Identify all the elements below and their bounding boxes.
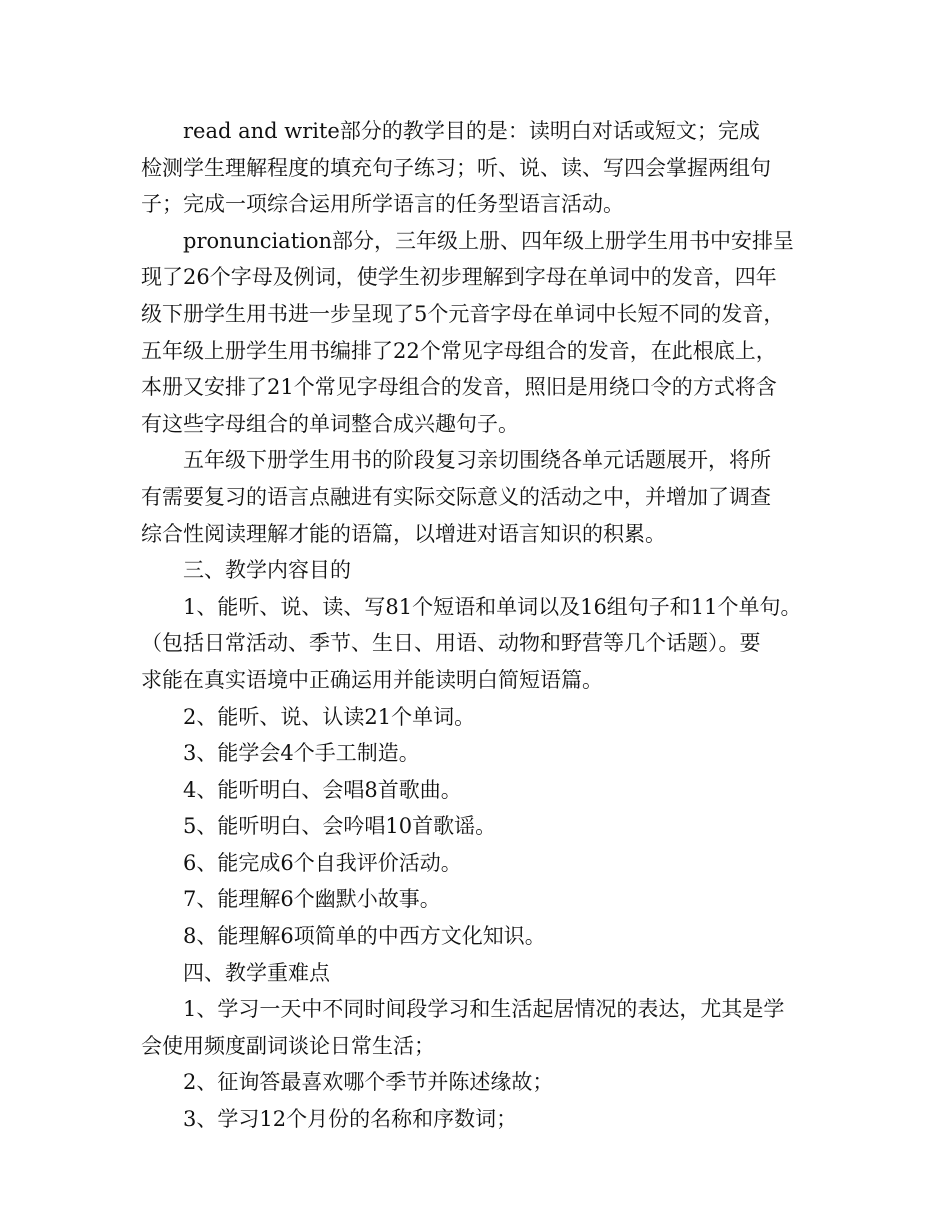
- text-line: 五年级上册学生用书编排了22个常见字母组合的发音，在此根底上，: [141, 338, 777, 363]
- text-line: 会使用频度副词谈论日常生活；: [141, 1033, 435, 1058]
- text-line: 有需要复习的语言点融进有实际交际意义的活动之中，并增加了调查: [141, 484, 771, 509]
- list-item: 2、征询答最喜欢哪个季节并陈述缘故；: [183, 1070, 554, 1095]
- text-line: 检测学生理解程度的填充句子练习；听、说、读、写四会掌握两组句: [141, 155, 771, 180]
- section-heading: 三、教学内容目的: [183, 558, 351, 583]
- text-line: read and write部分的教学目的是：读明白对话或短文；完成: [183, 119, 760, 143]
- text-line: pronunciation部分，三年级上册、四年级上册学生用书中安排呈: [183, 228, 795, 253]
- list-item: 1、学习一天中不同时间段学习和生活起居情况的表达，尤其是学: [183, 997, 785, 1022]
- text-line: 本册又安排了21个常见字母组合的发音，照旧是用绕口令的方式将含: [141, 375, 777, 400]
- list-item: 2、能听、说、认读21个单词。: [183, 704, 476, 729]
- text-line: 求能在真实语境中正确运用并能读明白简短语篇。: [141, 667, 603, 692]
- list-item: 3、学习12个月份的名称和序数词；: [183, 1107, 518, 1132]
- list-item: 3、能学会4个手工制造。: [183, 741, 420, 766]
- list-item: 4、能听明白、会唱8首歌曲。: [183, 777, 462, 802]
- list-item: 7、能理解6个幽默小故事。: [183, 887, 441, 912]
- list-item: 8、能理解6项简单的中西方文化知识。: [183, 924, 546, 949]
- text-line: （包括日常活动、季节、生日、用语、动物和野营等几个话题）。要: [141, 631, 761, 656]
- list-item: 6、能完成6个自我评价活动。: [183, 850, 462, 875]
- document-body: [141, 113, 821, 1138]
- section-heading: 四、教学重难点: [183, 960, 330, 985]
- text-line: 子；完成一项综合运用所学语言的任务型语言活动。: [141, 192, 624, 217]
- text-line: 综合性阅读理解才能的语篇，以增进对语言知识的积累。: [141, 521, 666, 546]
- text-line: 五年级下册学生用书的阶段复习亲切围绕各单元话题展开，将所: [183, 448, 771, 473]
- list-item: 1、能听、说、读、写81个短语和单词以及16组句子和11个单句。: [183, 594, 802, 619]
- text-line: 现了26个字母及例词，使学生初步理解到字母在单词中的发音，四年: [141, 265, 777, 290]
- text-line: 有这些字母组合的单词整合成兴趣句子。: [141, 411, 519, 436]
- list-item: 5、能听明白、会吟唱10首歌谣。: [183, 814, 497, 839]
- text-line: 级下册学生用书进一步呈现了5个元音字母在单词中长短不同的发音，: [141, 301, 785, 326]
